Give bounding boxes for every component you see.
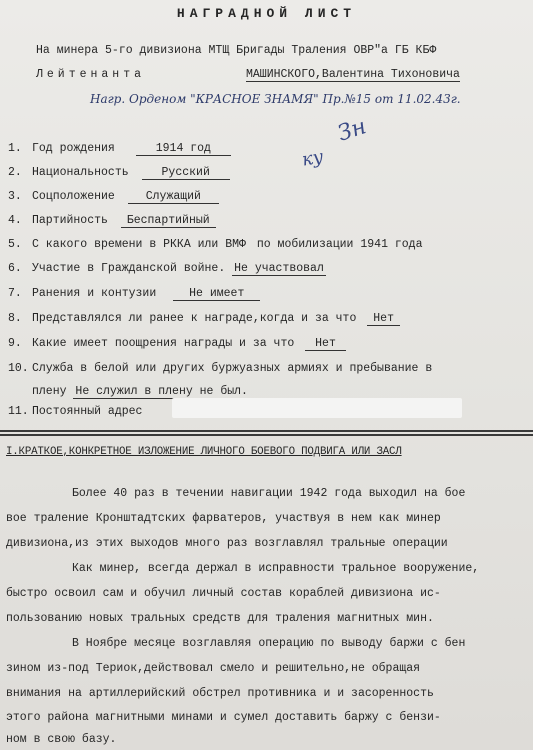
question-answer: Русский — [142, 166, 230, 180]
question-number: 7. — [8, 287, 22, 300]
question-answer: Нет — [367, 312, 400, 326]
question-label: Соцположение — [32, 190, 115, 203]
header-name: МАШИНСКОГО,Валентина Тихоновича — [246, 68, 460, 81]
question-answer: 1914 год — [136, 142, 231, 156]
redacted-address — [172, 398, 462, 418]
body-line-4: Как минер, всегда держал в исправности тральное вооружение, — [72, 562, 480, 575]
margin-signature-2: ку — [300, 146, 325, 171]
question-answer: по мобилизации 1941 года — [256, 238, 423, 251]
question-number: 9. — [8, 337, 22, 350]
body-line-11: ном в свою базу. — [6, 733, 117, 746]
question-number: 6. — [8, 262, 22, 275]
question-number: 4. — [8, 214, 22, 227]
question-10 — [8, 362, 432, 375]
question-number: 11. — [8, 405, 29, 418]
question-label: Ранения и контузии — [32, 287, 157, 300]
question-label: Национальность — [32, 166, 129, 179]
question-label: плену — [32, 385, 67, 398]
header-line-1: На минера 5-го дивизиона МТЩ Бригады Траления ОВР"а ГБ КБФ — [36, 44, 437, 57]
question-answer: Не служил в плену не был. — [75, 385, 248, 398]
question-number: 10. — [8, 362, 29, 375]
question-label: Какие имеет поощрения награды и за что — [32, 337, 295, 350]
question-number: 3. — [8, 190, 22, 203]
body-line-1: Более 40 раз в течении навигации 1942 года выходил на бое — [72, 487, 466, 500]
divider-bottom — [0, 434, 533, 436]
question-answer: Нет — [305, 337, 346, 351]
body-line-5: быстро освоил сам и обучил личный состав кораблей дивизиона ис- — [6, 587, 441, 600]
question-number: 2. — [8, 166, 22, 179]
question-label: Постоянный адрес — [32, 405, 143, 418]
question-7 — [8, 287, 260, 300]
body-line-6: пользованию новых тральных средств для траления магнитных мин. — [6, 612, 434, 625]
question-label: Служба в белой или других буржуазных армиях и пребывание в — [32, 362, 433, 375]
question-answer: Служащий — [128, 190, 219, 204]
question-label: С какого времени в РККА или ВМФ — [32, 238, 246, 251]
question-1 — [8, 142, 231, 155]
question-number: 8. — [8, 312, 22, 325]
question-label: Участие в Гражданской войне. — [32, 262, 226, 275]
header-rank: Лейтенанта — [36, 68, 146, 81]
question-8 — [8, 312, 400, 325]
question-label: Партийность — [32, 214, 108, 227]
question-number: 1. — [8, 142, 22, 155]
body-line-7: В Ноябре месяце возглавляя операцию по выводу баржи с бен — [72, 637, 466, 650]
margin-signature: Зн — [334, 114, 370, 147]
question-answer: Беспартийный — [121, 214, 216, 228]
question-number: 5. — [8, 238, 22, 251]
question-9 — [8, 337, 346, 350]
body-line-10: этого района магнитными минами и сумел доставить баржу с бензи- — [6, 711, 441, 724]
question-10-continued — [32, 385, 250, 398]
question-label: Представлялся ли ранее к награде,когда и за что — [32, 312, 357, 325]
body-line-2: вое траление Кронштадтских фарватеров, участвуя в нем как минер — [6, 512, 441, 525]
body-line-8: зином из-под Териок,действовал смело и решительно,не обращая — [6, 662, 421, 675]
body-line-3: дивизиона,из этих выходов много раз возглавлял тральные операции — [6, 537, 448, 550]
question-4 — [8, 214, 216, 227]
body-line-9: внимания на артиллерийский обстрел противника и и засоренность — [6, 687, 434, 700]
question-2 — [8, 166, 230, 179]
document-title: НАГРАДНОЙ ЛИСТ — [176, 6, 357, 21]
question-6 — [8, 262, 326, 275]
section-heading: I.КРАТКОЕ,КОНКРЕТНОЕ ИЗЛОЖЕНИЕ ЛИЧНОГО БОЕВОГО ПОДВИГА ИЛИ ЗАСЛ — [6, 446, 402, 458]
divider-top — [0, 430, 533, 432]
question-5 — [8, 238, 422, 251]
question-11 — [8, 405, 142, 418]
question-3 — [8, 190, 219, 203]
question-answer: Не участвовал — [234, 262, 324, 275]
question-label: Год рождения — [32, 142, 115, 155]
award-note: Нагр. Орденом "КРАСНОЕ ЗНАМЯ" Пр.№15 от 11.02.43г. — [90, 92, 461, 106]
question-answer: Не имеет — [173, 287, 260, 301]
